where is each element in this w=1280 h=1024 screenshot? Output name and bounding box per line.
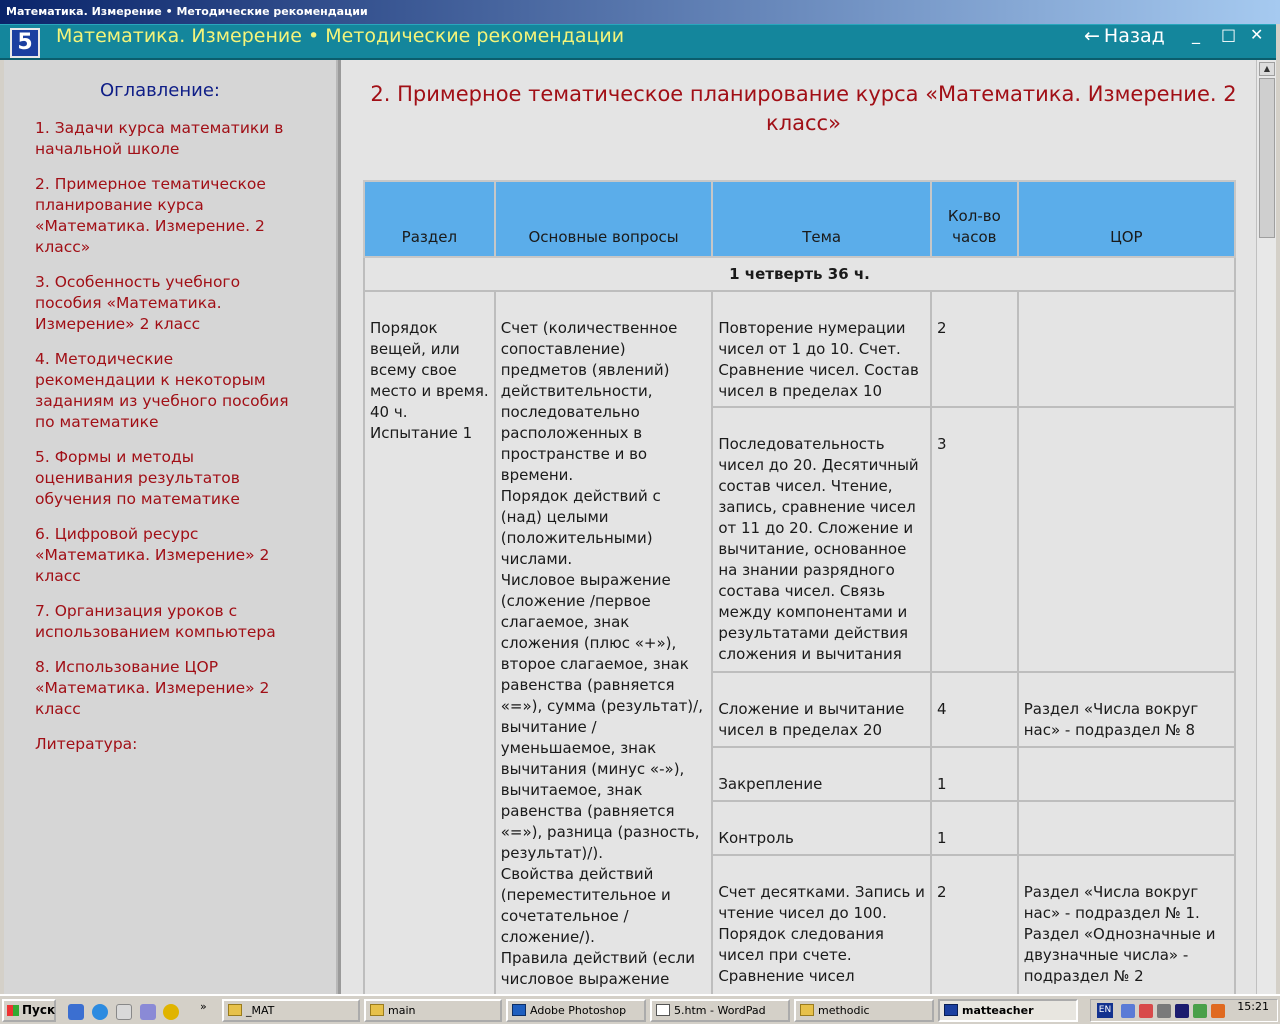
task-button[interactable]	[364, 999, 502, 1022]
back-label: Назад	[1103, 25, 1165, 47]
back-arrow-icon: ←	[1084, 25, 1100, 47]
hours-cell: 3	[931, 407, 1018, 672]
column-header: ЦОР	[1018, 181, 1235, 257]
start-button[interactable]	[2, 999, 56, 1022]
window-title-bar	[0, 0, 1280, 24]
antivirus-tray-icon[interactable]	[1139, 1004, 1153, 1018]
planning-table	[363, 180, 1236, 994]
column-header: Раздел	[364, 181, 495, 257]
topic-cell: Закрепление	[712, 747, 931, 801]
toc-item-1[interactable]: 1. Задачи курса математики в начальной школе	[35, 119, 284, 158]
topic-cell: Сложение и вычитание чисел в пределах 20	[712, 672, 931, 747]
cor-cell: Раздел «Числа вокруг нас» - подраздел № 1. Раздел «Однозначные и двузначные числа» - подраздел № 2	[1018, 855, 1235, 994]
toc-item-3[interactable]: 3. Особенность учебного пособия «Математика. Измерение» 2 класс	[35, 273, 241, 333]
section-cell: Порядок вещей, или всему свое место и время. 40 ч. Испытание 1	[364, 291, 495, 994]
start-label: Пуск	[22, 1003, 56, 1017]
task-button[interactable]	[222, 999, 360, 1022]
quarter-row	[364, 257, 1235, 291]
toc-item-6[interactable]: 6. Цифровой ресурс «Математика. Измерение» 2 класс	[35, 525, 270, 585]
scroll-up-icon[interactable]: ▲	[1259, 62, 1275, 76]
content-pane	[341, 60, 1256, 994]
toc-list	[35, 118, 295, 769]
update-tray-icon[interactable]	[1193, 1004, 1207, 1018]
volume-tray-icon[interactable]	[1157, 1004, 1171, 1018]
desktop-icon[interactable]	[68, 1004, 84, 1020]
task-button[interactable]	[650, 999, 790, 1022]
windows-flag-icon	[7, 1005, 19, 1016]
cor-cell: Раздел «Числа вокруг нас» - подраздел № 8	[1018, 672, 1235, 747]
column-header: Тема	[712, 181, 931, 257]
window-edge	[1276, 24, 1280, 994]
task-button[interactable]	[794, 999, 934, 1022]
hours-cell: 1	[931, 801, 1018, 855]
window-title: Математика. Измерение • Методические рекомендации	[6, 5, 368, 18]
topic-cell: Контроль	[712, 801, 931, 855]
toc-item-7[interactable]: 7. Организация уроков с использованием компьютера	[35, 602, 276, 641]
topic-cell: Последовательность чисел до 20. Десятичный состав чисел. Чтение, запись, сравнение чисел от 11 до 20. Сложение и вычитание, основанное на знании разрядного состава чисел. Связь между компонентами и результатами действия сложения и вычитания	[712, 407, 931, 672]
security-tray-icon[interactable]	[1211, 1004, 1225, 1018]
questions-cell: Счет (количественное сопоставление) предметов (явлений) действительности, последовательно расположенных в пространстве и во времени. Порядок действий с (над) целыми (положительными) числами. Числовое выражение (сложение /первое слагаемое, знак сложения (плюс «+»), второе слагаемое, знак равенства (равняется «=»), сумма (результат)/, вычитание /уменьшаемое, знак вычитания (минус «-»), вычитаемое, знак равенства (равняется «=»), разница (разность, результат)/). Свойства действий (переместительное и сочетательное /сложение/). Правила действий (если числовое выражение	[495, 291, 713, 994]
quick-launch-more-icon[interactable]: »	[200, 1000, 207, 1013]
toc-item-5[interactable]: 5. Формы и методы оценивания результатов обучения по математике	[35, 448, 240, 508]
page-title: 2. Примерное тематическое планирование курса «Математика. Измерение. 2 класс»	[370, 82, 1237, 135]
app-title: Математика. Измерение • Методические рекомендации	[56, 25, 625, 47]
app-icon	[944, 1004, 958, 1016]
hours-cell: 2	[931, 291, 1018, 407]
task-label: main	[388, 1004, 416, 1017]
toc-title: Оглавление:	[100, 80, 220, 101]
display-tray-icon[interactable]	[1175, 1004, 1189, 1018]
back-button[interactable]	[1084, 25, 1165, 61]
task-label: matteacher	[962, 1004, 1034, 1017]
toc-item-4[interactable]: 4. Методические рекомендации к некоторым заданиям из учебного пособия по математике	[35, 350, 289, 431]
minimize-button[interactable]: _	[1192, 25, 1200, 44]
photoshop-icon	[512, 1004, 526, 1016]
topic-cell: Счет десятками. Запись и чтение чисел до 100. Порядок следования чисел при счете. Сравнение чисел	[712, 855, 931, 994]
scroll-thumb[interactable]	[1259, 78, 1275, 238]
column-header: Основные вопросы	[495, 181, 713, 257]
toc-item-2[interactable]: 2. Примерное тематическое планирование курса «Математика. Измерение. 2 класс»	[35, 175, 266, 256]
hours-cell: 1	[931, 747, 1018, 801]
internet-explorer-icon[interactable]	[92, 1004, 108, 1020]
topic-cell: Повторение нумерации чисел от 1 до 10. Счет. Сравнение чисел. Состав чисел в пределах 10	[712, 291, 931, 407]
hours-cell: 2	[931, 855, 1018, 994]
toc-item-literature[interactable]: Литература:	[35, 735, 138, 753]
maximize-button[interactable]: □	[1221, 25, 1237, 44]
notepad-icon[interactable]	[116, 1004, 132, 1020]
quarter-cell: 1 четверть 36 ч.	[364, 257, 1235, 291]
cor-cell	[1018, 747, 1235, 801]
close-button[interactable]: ✕	[1250, 25, 1264, 44]
folder-icon	[370, 1004, 384, 1016]
cor-cell	[1018, 407, 1235, 672]
table-of-contents	[4, 60, 338, 994]
folder-icon	[228, 1004, 242, 1016]
folder-icon	[800, 1004, 814, 1016]
app-header	[0, 24, 1280, 60]
network-icon[interactable]	[140, 1004, 156, 1020]
network-tray-icon[interactable]	[1121, 1004, 1135, 1018]
toc-item-8[interactable]: 8. Использование ЦОР «Математика. Измерение» 2 класс	[35, 658, 270, 718]
task-button-active[interactable]	[938, 999, 1078, 1022]
clock[interactable]: 15:21	[1237, 1000, 1269, 1013]
task-label: methodic	[818, 1004, 870, 1017]
media-player-icon[interactable]	[163, 1004, 179, 1020]
app-logo-icon: 5	[10, 28, 40, 58]
wordpad-icon	[656, 1004, 670, 1016]
cor-cell	[1018, 291, 1235, 407]
task-label: _MAT	[246, 1004, 275, 1017]
table-row	[364, 291, 1235, 407]
hours-cell: 4	[931, 672, 1018, 747]
vertical-scrollbar[interactable]	[1256, 60, 1276, 994]
task-label: 5.htm - WordPad	[674, 1004, 766, 1017]
task-label: Adobe Photoshop	[530, 1004, 627, 1017]
cor-cell	[1018, 801, 1235, 855]
column-header: Кол-во часов	[931, 181, 1018, 257]
system-tray	[1090, 999, 1278, 1022]
taskbar	[0, 994, 1280, 1024]
table-header-row	[364, 181, 1235, 257]
language-indicator[interactable]: EN	[1097, 1003, 1113, 1018]
task-button[interactable]	[506, 999, 646, 1022]
